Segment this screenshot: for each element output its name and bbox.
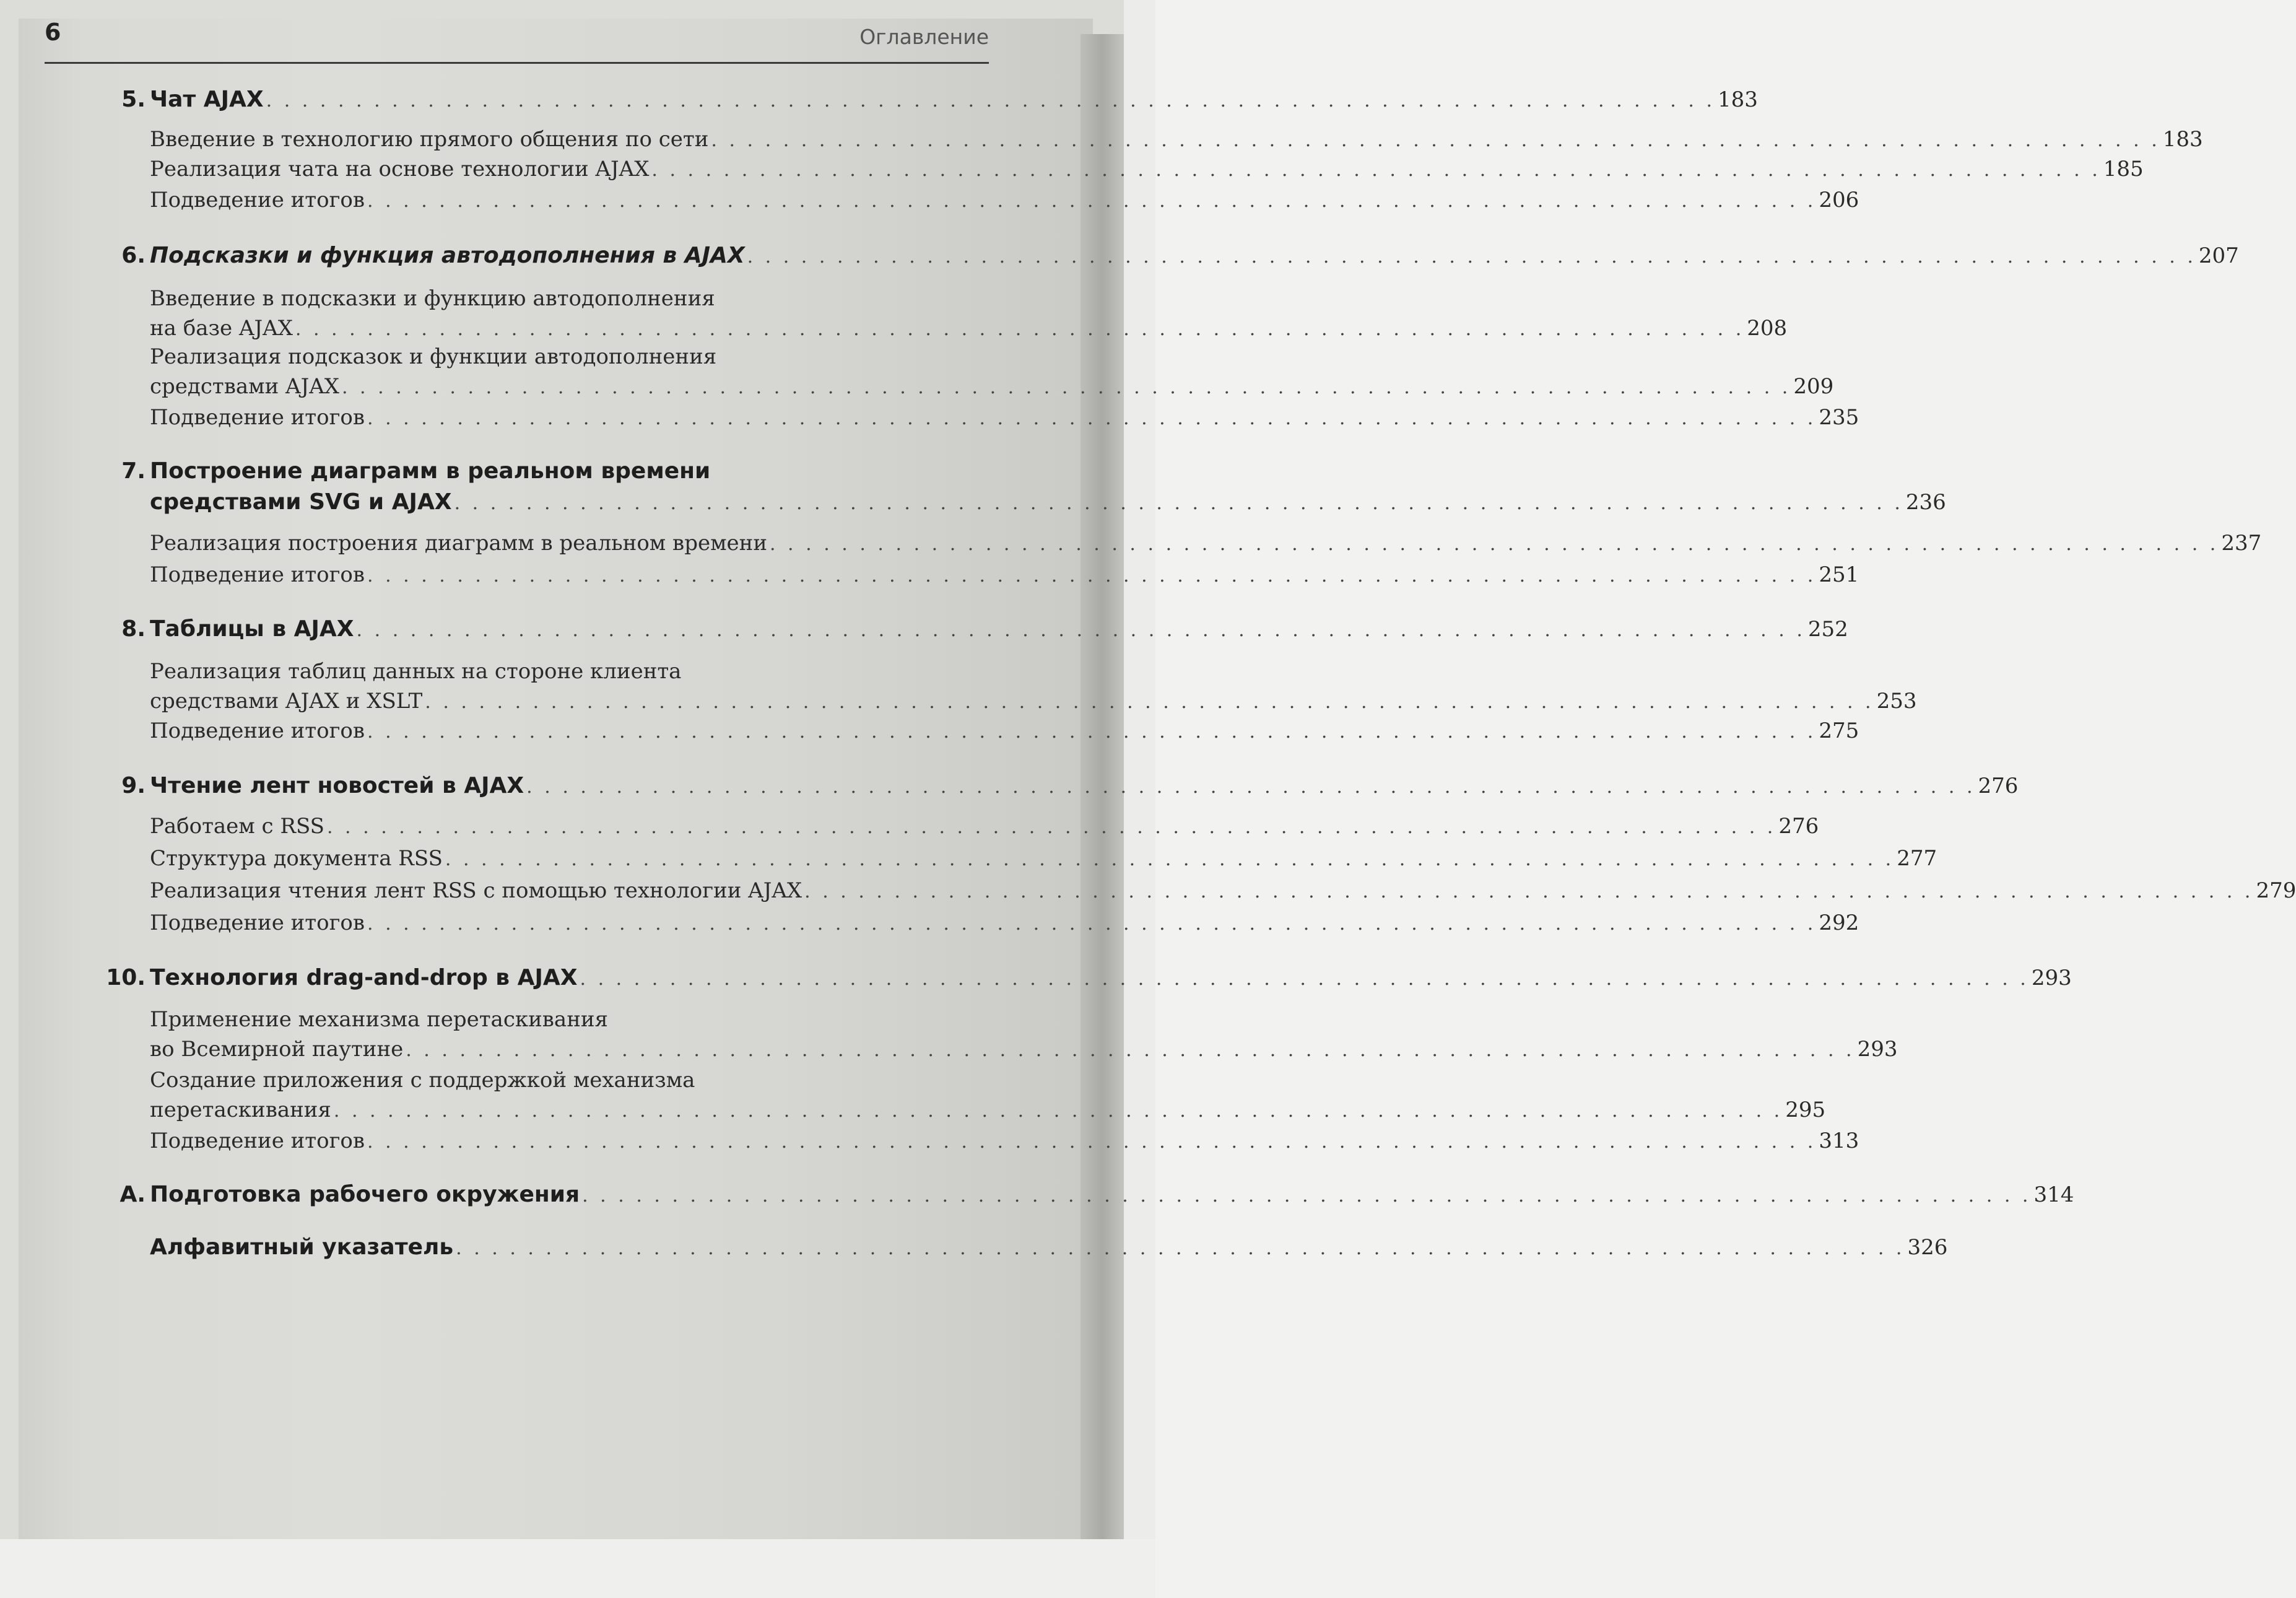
section-entry-line1-title: Применение механизма перетаскивания — [150, 1007, 608, 1032]
section-entry — [150, 1037, 1898, 1062]
chapter-heading-line1-title: Построение диаграмм в реальном времени — [150, 458, 711, 484]
chapter-heading — [150, 87, 1758, 112]
section-entry-title: Подведение итогов — [150, 562, 365, 587]
chapter-number: 7. — [121, 458, 146, 484]
dot-leader: . . . . . . . . . . . . . . . . . . . . . . . . . . . . . . . . . . . . . . . . . . . . . . . . . . . . . . . . . . . . . . . . . . . . . . . . . . . . . . . . . — [769, 533, 2219, 555]
chapter-number: 9. — [121, 773, 146, 798]
section-entry-title: Подведение итогов — [150, 718, 365, 743]
dot-leader: . . . . . . . . . . . . . . . . . . . . . . . . . . . . . . . . . . . . . . . . . . . . . . . . . . . . . . . . . . . . . . . . . . . . . . . . . . . . . . . . . — [295, 318, 1745, 340]
section-entry — [150, 1129, 1859, 1153]
chapter-heading-title: Чат AJAX — [150, 87, 264, 112]
appendix-heading-page-number: 314 — [2033, 1182, 2074, 1207]
section-entry-line1 — [150, 1007, 989, 1032]
section-entry-page-number: 209 — [1793, 374, 1834, 399]
dot-leader: . . . . . . . . . . . . . . . . . . . . . . . . . . . . . . . . . . . . . . . . . . . . . . . . . . . . . . . . . . . . . . . . . . . . . . . . . . . . . . . . . — [711, 129, 2160, 151]
chapter-heading — [150, 243, 2239, 268]
dot-leader: . . . . . . . . . . . . . . . . . . . . . . . . . . . . . . . . . . . . . . . . . . . . . . . . . . . . . . . . . . . . . . . . . . . . . . . . . . . . . . . . . — [526, 776, 1976, 798]
section-entry-title: Структура документа RSS — [150, 846, 443, 871]
section-entry — [150, 846, 1937, 871]
section-entry-page-number: 208 — [1747, 316, 1788, 341]
chapter-number: 8. — [121, 616, 146, 642]
dot-leader: . . . . . . . . . . . . . . . . . . . . . . . . . . . . . . . . . . . . . . . . . . . . . . . . . . . . . . . . . . . . . . . . . . . . . . . . . . . . . . . . . — [326, 816, 1776, 838]
section-entry-line1 — [150, 286, 989, 311]
chapter-heading-title: Подсказки и функция автодополнения в AJAX — [150, 243, 745, 268]
section-entry — [150, 562, 1859, 587]
section-entry-title: во Всемирной паутине — [150, 1037, 404, 1062]
chapter-heading-page-number: 276 — [1978, 774, 2019, 798]
chapter-heading-title: средствами SVG и AJAX — [150, 489, 452, 515]
section-entry-line1 — [150, 659, 989, 684]
dot-leader: . . . . . . . . . . . . . . . . . . . . . . . . . . . . . . . . . . . . . . . . . . . . . . . . . . . . . . . . . . . . . . . . . . . . . . . . . . . . . . . . . — [456, 1238, 1905, 1259]
section-entry-title: на базе AJAX — [150, 316, 293, 341]
chapter-heading — [150, 773, 2019, 798]
dot-leader: . . . . . . . . . . . . . . . . . . . . . . . . . . . . . . . . . . . . . . . . . . . . . . . . . . . . . . . . . . . . . . . . . . . . . . . . . . . . . . . . . — [367, 721, 1817, 743]
section-entry — [150, 910, 1859, 935]
chapter-heading-page-number: 207 — [2198, 243, 2239, 268]
dot-leader: . . . . . . . . . . . . . . . . . . . . . . . . . . . . . . . . . . . . . . . . . . . . . . . . . . . . . . . . . . . . . . . . . . . . . . . . . . . . . . . . . — [356, 619, 1806, 641]
chapter-number: 6. — [121, 243, 146, 268]
section-entry-title: Подведение итогов — [150, 405, 365, 430]
section-entry-page-number: 185 — [2103, 157, 2144, 181]
dot-leader: . . . . . . . . . . . . . . . . . . . . . . . . . . . . . . . . . . . . . . . . . . . . . . . . . . . . . . . . . . . . . . . . . . . . . . . . . . . . . . . . . — [582, 1185, 2032, 1207]
section-entry-title: Подведение итогов — [150, 1129, 365, 1153]
section-entry-page-number: 237 — [2221, 531, 2262, 556]
section-entry — [150, 127, 2203, 152]
dot-leader: . . . . . . . . . . . . . . . . . . . . . . . . . . . . . . . . . . . . . . . . . . . . . . . . . . . . . . . . . . . . . . . . . . . . . . . . . . . . . . . . . — [406, 1039, 1855, 1061]
section-entry — [150, 188, 1859, 212]
section-entry-title: Подведение итогов — [150, 910, 365, 935]
dot-leader: . . . . . . . . . . . . . . . . . . . . . . . . . . . . . . . . . . . . . . . . . . . . . . . . . . . . . . . . . . . . . . . . . . . . . . . . . . . . . . . . . — [454, 492, 1903, 514]
chapter-number: 10. — [106, 965, 146, 990]
dot-leader: . . . . . . . . . . . . . . . . . . . . . . . . . . . . . . . . . . . . . . . . . . . . . . . . . . . . . . . . . . . . . . . . . . . . . . . . . . . . . . . . . — [367, 565, 1817, 587]
section-entry-title: Реализация построения диаграмм в реальном времени — [150, 531, 767, 556]
dot-leader: . . . . . . . . . . . . . . . . . . . . . . . . . . . . . . . . . . . . . . . . . . . . . . . . . . . . . . . . . . . . . . . . . . . . . . . . . . . . . . . . . — [425, 691, 1874, 713]
dot-leader: . . . . . . . . . . . . . . . . . . . . . . . . . . . . . . . . . . . . . . . . . . . . . . . . . . . . . . . . . . . . . . . . . . . . . . . . . . . . . . . . . — [367, 190, 1817, 212]
section-entry-page-number: 295 — [1785, 1098, 1826, 1122]
section-entry — [150, 157, 2144, 181]
appendix-heading — [150, 1182, 2074, 1207]
section-entry-title: Подведение итогов — [150, 188, 365, 212]
section-entry-line1 — [150, 344, 989, 369]
section-entry-page-number: 277 — [1897, 846, 1937, 871]
running-header — [45, 17, 989, 64]
chapter-number: 5. — [121, 87, 146, 112]
chapter-heading-title: Технология drag-and-drop в AJAX — [150, 965, 578, 990]
section-entry-line1-title: Реализация подсказок и функции автодополнения — [150, 344, 717, 369]
section-entry-page-number: 206 — [1819, 188, 1859, 212]
page-number: 6 — [45, 19, 61, 46]
dot-leader: . . . . . . . . . . . . . . . . . . . . . . . . . . . . . . . . . . . . . . . . . . . . . . . . . . . . . . . . . . . . . . . . . . . . . . . . . . . . . . . . . — [266, 90, 1715, 111]
header-title: Оглавление — [859, 25, 989, 49]
chapter-heading-page-number: 236 — [1905, 490, 1946, 515]
chapter-heading-page-number: 183 — [1717, 87, 1758, 112]
section-entry — [150, 405, 1859, 430]
index-heading-page-number: 326 — [1907, 1235, 1948, 1260]
dot-leader: . . . . . . . . . . . . . . . . . . . . . . . . . . . . . . . . . . . . . . . . . . . . . . . . . . . . . . . . . . . . . . . . . . . . . . . . . . . . . . . . . — [580, 968, 2029, 990]
section-entry — [150, 316, 1788, 341]
section-entry — [150, 531, 2262, 556]
chapter-heading-title: Чтение лент новостей в AJAX — [150, 773, 524, 798]
scan-margin-right — [1124, 0, 1155, 1598]
section-entry-title: Работаем с RSS — [150, 814, 324, 839]
section-entry-page-number: 276 — [1778, 814, 1819, 839]
chapter-heading-line1 — [150, 458, 989, 484]
dot-leader: . . . . . . . . . . . . . . . . . . . . . . . . . . . . . . . . . . . . . . . . . . . . . . . . . . . . . . . . . . . . . . . . . . . . . . . . . . . . . . . . . — [367, 913, 1817, 935]
index-heading-title: Алфавитный указатель — [150, 1234, 454, 1260]
section-entry-line1-title: Введение в подсказки и функцию автодополнения — [150, 286, 715, 311]
dot-leader: . . . . . . . . . . . . . . . . . . . . . . . . . . . . . . . . . . . . . . . . . . . . . . . . . . . . . . . . . . . . . . . . . . . . . . . . . . . . . . . . . — [341, 377, 1791, 398]
section-entry — [150, 689, 1917, 714]
section-entry-line1-title: Реализация таблиц данных на стороне клиента — [150, 659, 682, 684]
chapter-heading-page-number: 293 — [2031, 966, 2072, 990]
section-entry-title: средствами AJAX — [150, 374, 339, 399]
section-entry-line1-title: Создание приложения с поддержкой механизма — [150, 1068, 695, 1093]
section-entry-page-number: 292 — [1819, 910, 1859, 935]
dot-leader: . . . . . . . . . . . . . . . . . . . . . . . . . . . . . . . . . . . . . . . . . . . . . . . . . . . . . . . . . . . . . . . . . . . . . . . . . . . . . . . . . — [651, 159, 2101, 181]
chapter-heading-title: Таблицы в AJAX — [150, 616, 354, 642]
section-entry — [150, 1098, 1826, 1122]
section-entry — [150, 374, 1834, 399]
dot-leader: . . . . . . . . . . . . . . . . . . . . . . . . . . . . . . . . . . . . . . . . . . . . . . . . . . . . . . . . . . . . . . . . . . . . . . . . . . . . . . . . . — [747, 246, 2196, 268]
section-entry-line1 — [150, 1068, 989, 1093]
chapter-heading — [150, 489, 1946, 515]
section-entry-page-number: 251 — [1819, 562, 1859, 587]
dot-leader: . . . . . . . . . . . . . . . . . . . . . . . . . . . . . . . . . . . . . . . . . . . . . . . . . . . . . . . . . . . . . . . . . . . . . . . . . . . . . . . . . — [445, 849, 1895, 870]
section-entry — [150, 814, 1819, 839]
chapter-heading — [150, 965, 2072, 990]
section-entry-page-number: 279 — [2256, 878, 2296, 903]
section-entry-page-number: 293 — [1857, 1037, 1898, 1062]
scan-margin-bottom — [0, 1539, 1155, 1598]
dot-leader: . . . . . . . . . . . . . . . . . . . . . . . . . . . . . . . . . . . . . . . . . . . . . . . . . . . . . . . . . . . . . . . . . . . . . . . . . . . . . . . . . — [367, 1131, 1817, 1153]
section-entry-page-number: 235 — [1819, 405, 1859, 430]
section-entry-title: Реализация чата на основе технологии AJAX — [150, 157, 650, 181]
appendix-heading-title: Подготовка рабочего окружения — [150, 1182, 580, 1207]
section-entry-title: средствами AJAX и XSLT — [150, 689, 423, 714]
appendix-number: А. — [120, 1182, 146, 1207]
dot-leader: . . . . . . . . . . . . . . . . . . . . . . . . . . . . . . . . . . . . . . . . . . . . . . . . . . . . . . . . . . . . . . . . . . . . . . . . . . . . . . . . . — [367, 408, 1817, 429]
section-entry-title: Реализация чтения лент RSS с помощью технологии AJAX — [150, 878, 802, 903]
section-entry-page-number: 253 — [1876, 689, 1917, 714]
section-entry-page-number: 275 — [1819, 718, 1859, 743]
section-entry-title: перетаскивания — [150, 1098, 331, 1122]
index-heading — [150, 1234, 1948, 1260]
dot-leader: . . . . . . . . . . . . . . . . . . . . . . . . . . . . . . . . . . . . . . . . . . . . . . . . . . . . . . . . . . . . . . . . . . . . . . . . . . . . . . . . . — [804, 881, 2254, 902]
section-entry-title: Введение в технологию прямого общения по сети — [150, 127, 709, 152]
section-entry — [150, 718, 1859, 743]
section-entry-page-number: 313 — [1819, 1129, 1859, 1153]
section-entry — [150, 878, 2296, 903]
section-entry-page-number: 183 — [2162, 127, 2203, 152]
dot-leader: . . . . . . . . . . . . . . . . . . . . . . . . . . . . . . . . . . . . . . . . . . . . . . . . . . . . . . . . . . . . . . . . . . . . . . . . . . . . . . . . . — [333, 1100, 1783, 1122]
chapter-heading-page-number: 252 — [1807, 617, 1848, 642]
chapter-heading — [150, 616, 1848, 642]
